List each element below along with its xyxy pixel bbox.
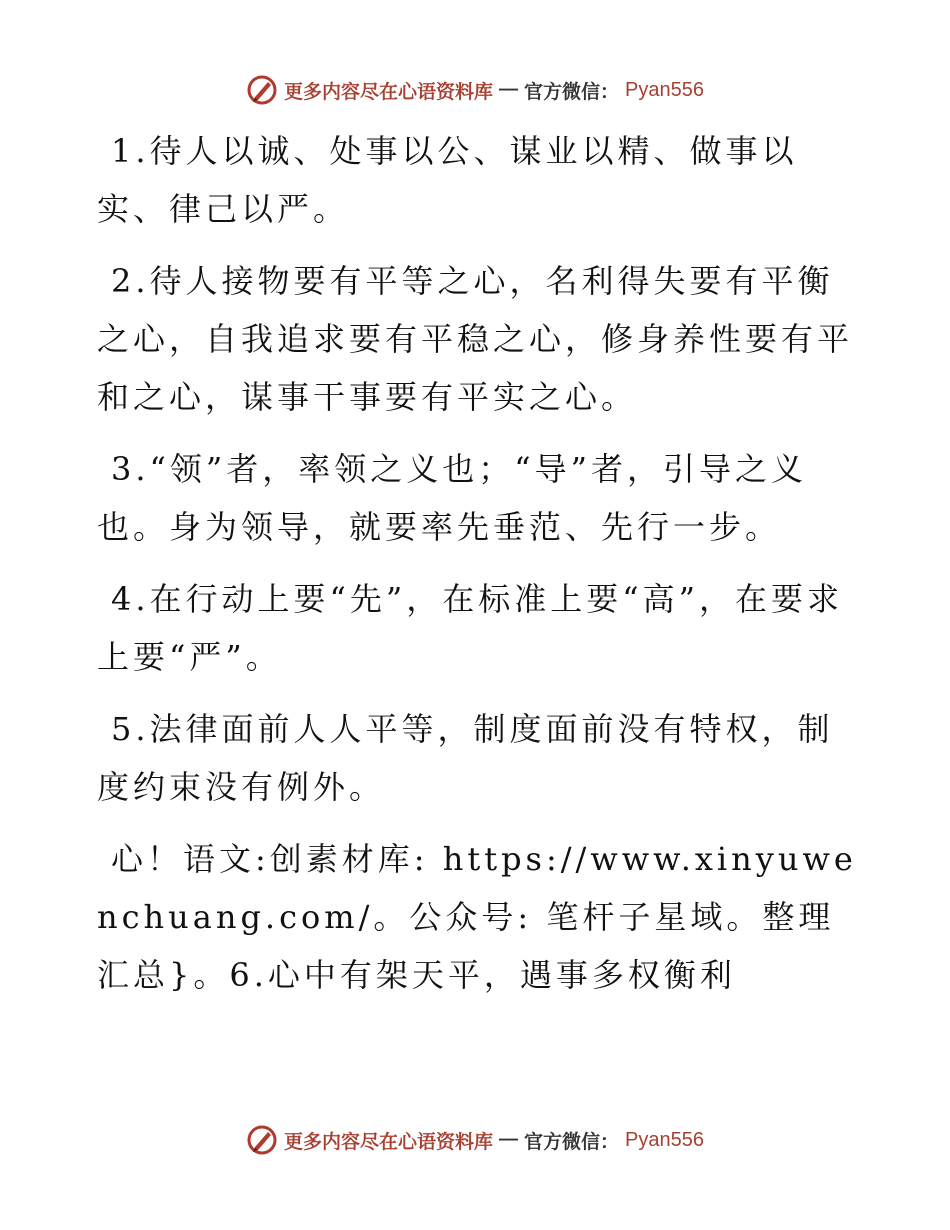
watermark-wechat-id: Pyan556: [625, 78, 704, 101]
watermark-main-text: 更多内容尽在心语资料库: [284, 80, 494, 103]
paragraph-5: 5.法律面前人人平等，制度面前没有特权，制度约束没有例外。: [97, 710, 834, 806]
paragraph-4: 4.在行动上要“先”，在标准上要“高”，在要求上要“严”。: [97, 580, 843, 676]
watermark-label: 官方微信：: [524, 80, 620, 103]
watermark-main-text: 更多内容尽在心语资料库: [284, 1130, 494, 1153]
document-body: [97, 122, 867, 1018]
watermark-separator: —: [499, 1129, 519, 1150]
paragraph-3: 3.“领”者，率领之义也；“导”者，引导之义也。身为领导，就要率先垂范、先行一步。: [97, 450, 807, 546]
paragraph-2: 2.待人接物要有平等之心，名利得失要有平衡之心，自我追求要有平稳之心，修身养性要有平和之心，谋事干事要有平实之心。: [97, 262, 854, 416]
paragraph-6: 心！语文:创素材库: https://www.xinyuwenchuang.com/。公众号: 笔杆子星域。整理汇总}。6.心中有架天平，遇事多权衡利: [97, 840, 857, 994]
watermark-wechat-id: Pyan556: [625, 1128, 704, 1151]
paragraph-1: 1.待人以诚、处事以公、谋业以精、做事以实、律己以严。: [97, 132, 798, 228]
pen-logo-icon: [246, 1124, 278, 1156]
footer-watermark: [0, 1120, 950, 1160]
pen-logo-icon: [246, 74, 278, 106]
watermark-separator: —: [499, 79, 519, 100]
watermark-label: 官方微信：: [524, 1130, 620, 1153]
header-watermark: [0, 70, 950, 110]
